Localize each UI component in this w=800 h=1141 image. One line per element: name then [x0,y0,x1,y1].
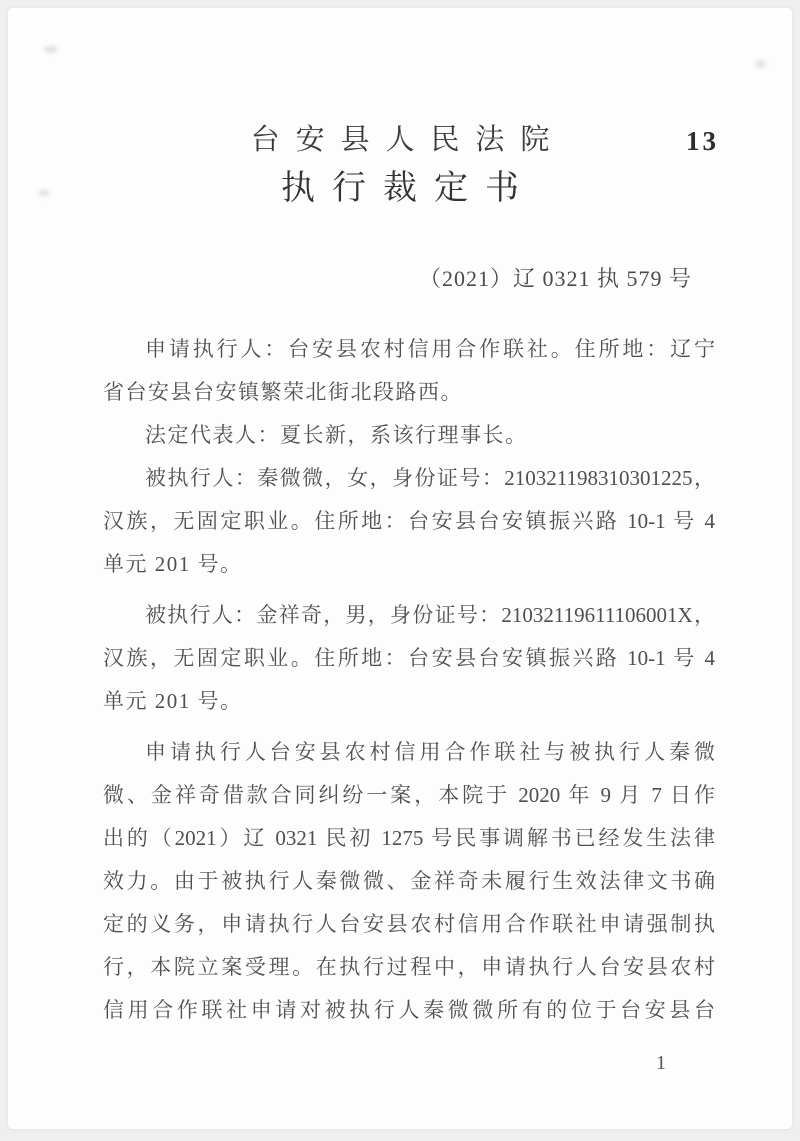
body-line: 法定代表人：夏长新，系该行理事长。 [145,423,528,447]
paragraph-applicant [103,328,715,414]
body-line: 申请执行人：台安县农村信用合作联社。住所地：辽宁 [145,337,715,361]
paragraph-respondent-2 [103,594,715,723]
body-line: 省台安县台安镇繁荣北街北段路西。 [103,380,463,404]
court-name: 台安县人民法院 [250,124,566,156]
paragraph-respondent-1 [103,457,715,586]
scanned-document-page [8,8,792,1129]
document-title: 执行裁定书 [281,170,536,207]
paragraph-legal-representative [103,414,715,457]
body-line: 单元 201 号。 [103,552,243,576]
body-line: 汉族，无固定职业。住所地：台安县台安镇振兴路 10-1 号 4 [103,509,715,533]
scan-artifact [38,190,50,196]
body-line: 信用合作联社申请对被执行人秦微微所有的位于台安县台 [103,998,715,1022]
body-line: 被执行人：秦微微，女，身份证号：210321198310301225， [145,466,715,490]
body-line: 行，本院立案受理。在执行过程中，申请执行人台安县农村 [103,955,715,979]
document-body [103,328,715,1032]
body-line: 汉族，无固定职业。住所地：台安县台安镇振兴路 10-1 号 4 [103,646,715,670]
body-line: 出的（2021）辽 0321 民初 1275 号民事调解书已经发生法律 [103,826,715,850]
case-number: （2021）辽 0321 执 579 号 [418,266,692,291]
page-number: 1 [656,1052,667,1074]
body-line: 单元 201 号。 [103,689,243,713]
paragraph-case-summary [103,731,715,1032]
body-line: 效力。由于被执行人秦微微、金祥奇未履行生效法律文书确 [103,869,715,893]
scan-artifact [44,46,58,53]
body-line: 定的义务，申请执行人台安县农村信用合作联社申请强制执 [103,912,715,936]
body-line: 申请执行人台安县农村信用合作联社与被执行人秦微 [145,740,715,764]
body-line: 被执行人：金祥奇，男，身份证号：21032119611106001X， [145,603,715,627]
sheet-number: 13 [686,126,719,156]
scan-artifact [756,60,765,68]
body-line: 微、金祥奇借款合同纠纷一案，本院于 2020 年 9 月 7 日作 [103,783,715,807]
